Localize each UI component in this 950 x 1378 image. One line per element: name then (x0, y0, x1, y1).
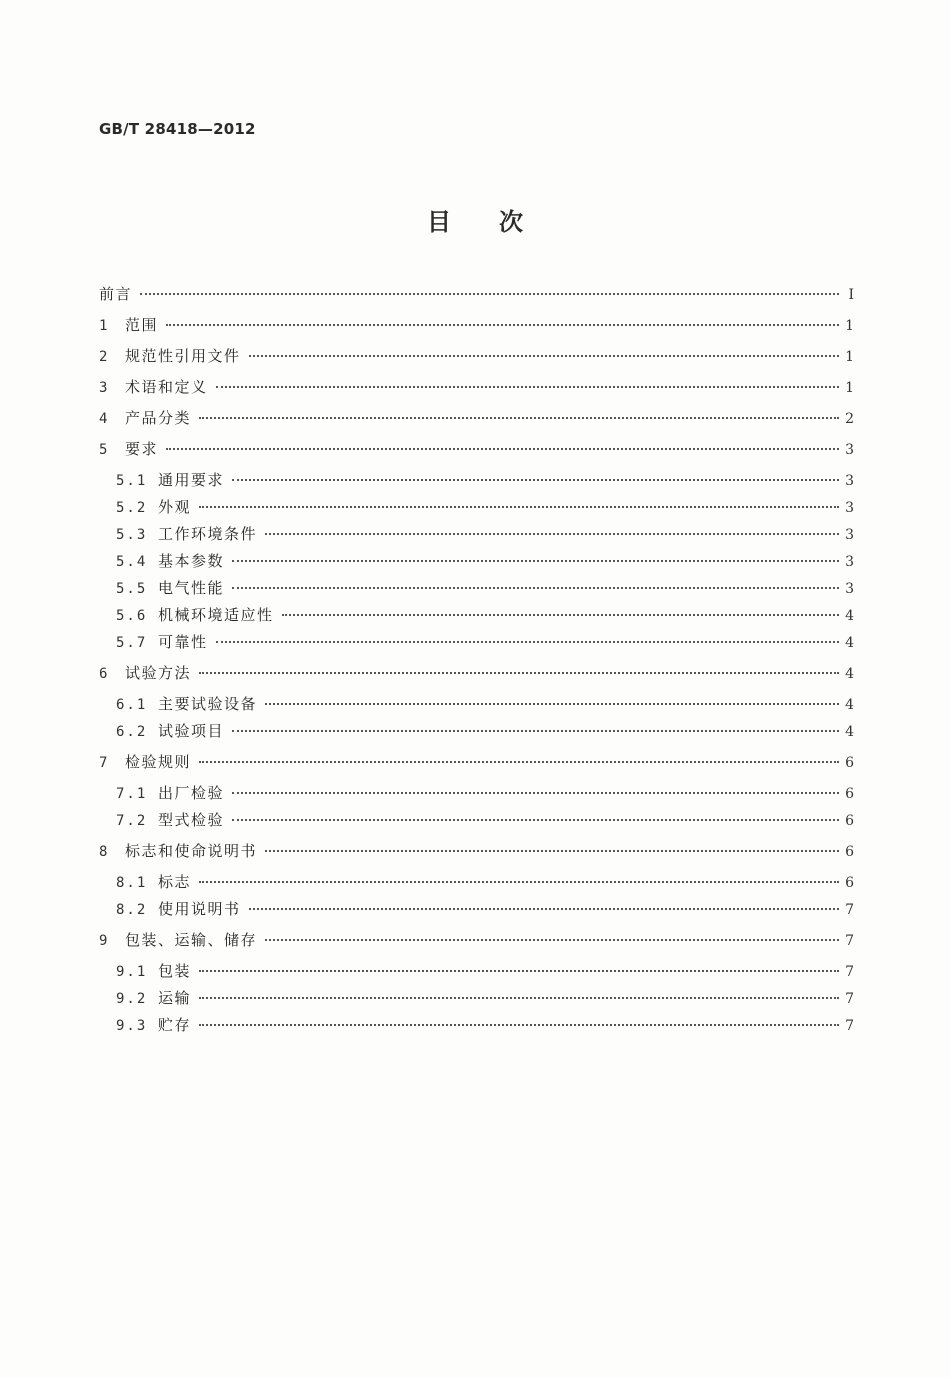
toc-entry[interactable] (99, 899, 854, 920)
toc-entry[interactable] (99, 377, 854, 398)
toc-entry-label: 标志和使命说明书 (125, 842, 258, 860)
toc-entry-label: 包装、运输、储存 (125, 931, 258, 949)
toc-entry-number: 9.1 (116, 964, 148, 980)
toc-entry[interactable] (99, 497, 854, 518)
toc-entry[interactable] (99, 315, 854, 336)
toc-entry-number: 5.3 (116, 527, 148, 543)
toc-entry-number: 5 (99, 442, 110, 458)
dot-leader (199, 761, 839, 763)
dot-leader (216, 386, 839, 388)
toc-entry-page: 3 (845, 500, 854, 516)
toc-entry[interactable] (99, 961, 854, 982)
toc-entry-page: 3 (845, 473, 854, 489)
dot-leader (199, 672, 839, 674)
toc-entry-number: 6 (99, 666, 110, 682)
toc-entry-page: 6 (845, 875, 854, 891)
dot-leader (232, 730, 839, 732)
toc-entry[interactable] (99, 752, 854, 773)
toc-entry-number: 5.2 (116, 500, 148, 516)
dot-leader (265, 533, 839, 535)
toc-entry-page: 4 (845, 724, 854, 740)
toc-entry-label: 出厂检验 (158, 784, 225, 802)
toc-entry-number: 9.3 (116, 1018, 148, 1034)
toc-entry-page: 7 (845, 933, 854, 949)
toc-entry-number: 8.2 (116, 902, 148, 918)
toc-entry-label: 检验规则 (125, 753, 192, 771)
toc-entry-number: 7.1 (116, 786, 148, 802)
toc-entry-number: 9 (99, 933, 110, 949)
toc-entry[interactable] (99, 721, 854, 742)
toc-entry-page: 6 (845, 844, 854, 860)
toc-entry[interactable] (99, 632, 854, 653)
toc-entry-page: 6 (845, 813, 854, 829)
toc-entry-number: 5.5 (116, 581, 148, 597)
toc-entry-number: 7.2 (116, 813, 148, 829)
toc-entry-page: 3 (845, 442, 854, 458)
toc-entry-label: 运输 (158, 989, 192, 1007)
dot-leader (265, 850, 839, 852)
toc-entry[interactable] (99, 578, 854, 599)
dot-leader (232, 819, 839, 821)
toc-entry-number: 8.1 (116, 875, 148, 891)
toc-entry-number: 8 (99, 844, 110, 860)
dot-leader (199, 506, 839, 508)
toc-entry-label: 工作环境条件 (158, 525, 258, 543)
toc-entry[interactable] (99, 872, 854, 893)
toc-entry-page: 4 (845, 666, 854, 682)
dot-leader (282, 614, 839, 616)
toc-entry[interactable] (99, 694, 854, 715)
toc-entry-label: 主要试验设备 (158, 695, 258, 713)
toc-entry-page: 2 (845, 411, 854, 427)
dot-leader (199, 417, 839, 419)
toc-entry-number: 3 (99, 380, 110, 396)
dot-leader (140, 293, 839, 295)
toc-entry-label: 电气性能 (158, 579, 225, 597)
toc-entry-page: 7 (845, 964, 854, 980)
toc-entry[interactable] (99, 988, 854, 1009)
toc-entry-page: 7 (845, 902, 854, 918)
toc-entry-number: 5.7 (116, 635, 148, 651)
toc-entry[interactable] (99, 284, 854, 305)
toc-entry-page: 1 (845, 318, 854, 334)
toc-entry-label: 标志 (158, 873, 192, 891)
toc-entry-label: 可靠性 (158, 633, 208, 651)
toc-entry-label: 前言 (99, 285, 133, 303)
toc-entry[interactable] (99, 551, 854, 572)
toc-entry-label: 产品分类 (125, 409, 192, 427)
toc-entry-label: 规范性引用文件 (125, 347, 241, 365)
toc-entry[interactable] (99, 439, 854, 460)
toc-entry[interactable] (99, 470, 854, 491)
toc-entry-number: 6.1 (116, 697, 148, 713)
toc-entry-label: 使用说明书 (158, 900, 241, 918)
toc-entry-page: 3 (845, 527, 854, 543)
dot-leader (199, 970, 839, 972)
dot-leader (166, 324, 839, 326)
toc-entry[interactable] (99, 810, 854, 831)
toc-entry[interactable] (99, 524, 854, 545)
toc-entry-page: 3 (845, 554, 854, 570)
dot-leader (265, 703, 839, 705)
toc-entry[interactable] (99, 605, 854, 626)
toc-entry-number: 5.4 (116, 554, 148, 570)
toc-entry-label: 通用要求 (158, 471, 225, 489)
toc-entry[interactable] (99, 930, 854, 951)
toc-entry-page: 7 (845, 1018, 854, 1034)
toc-entry[interactable] (99, 346, 854, 367)
dot-leader (232, 792, 839, 794)
toc-entry-label: 试验方法 (125, 664, 192, 682)
toc-entry-page: 4 (845, 608, 854, 624)
toc-entry[interactable] (99, 408, 854, 429)
toc-entry-number: 9.2 (116, 991, 148, 1007)
toc-title: 目次 (427, 208, 571, 236)
toc-entry-number: 5.6 (116, 608, 148, 624)
toc-entry-number: 1 (99, 318, 110, 334)
toc-entry-number: 2 (99, 349, 110, 365)
standard-number: GB/T 28418—2012 (99, 120, 256, 138)
dot-leader (216, 641, 839, 643)
toc-entry-label: 试验项目 (158, 722, 225, 740)
toc-entry-number: 7 (99, 755, 110, 771)
toc-entry-label: 贮存 (158, 1016, 192, 1034)
toc-entry-label: 型式检验 (158, 811, 225, 829)
dot-leader (249, 355, 839, 357)
toc-entry-page: 4 (845, 697, 854, 713)
dot-leader (199, 1024, 839, 1026)
toc-entry[interactable] (99, 783, 854, 804)
dot-leader (166, 448, 839, 450)
toc-entry-page: Ⅰ (848, 287, 854, 303)
toc-entry-page: 1 (845, 349, 854, 365)
toc-entry-page: 6 (845, 786, 854, 802)
toc-entry-label: 包装 (158, 962, 192, 980)
dot-leader (199, 881, 839, 883)
dot-leader (265, 939, 839, 941)
table-of-contents (99, 284, 854, 1036)
toc-entry[interactable] (99, 1015, 854, 1036)
dot-leader (199, 997, 839, 999)
toc-entry[interactable] (99, 841, 854, 862)
dot-leader (232, 560, 839, 562)
toc-entry-number: 6.2 (116, 724, 148, 740)
toc-entry-page: 3 (845, 581, 854, 597)
toc-entry-page: 7 (845, 991, 854, 1007)
toc-entry-label: 术语和定义 (125, 378, 208, 396)
toc-entry-label: 机械环境适应性 (158, 606, 274, 624)
toc-entry-page: 4 (845, 635, 854, 651)
dot-leader (232, 587, 839, 589)
toc-entry-number: 4 (99, 411, 110, 427)
toc-entry-number: 5.1 (116, 473, 148, 489)
toc-entry-label: 范围 (125, 316, 159, 334)
toc-entry-label: 要求 (125, 440, 159, 458)
toc-entry-page: 1 (845, 380, 854, 396)
dot-leader (249, 908, 839, 910)
toc-entry-page: 6 (845, 755, 854, 771)
toc-entry-label: 外观 (158, 498, 192, 516)
dot-leader (232, 479, 839, 481)
toc-entry-label: 基本参数 (158, 552, 225, 570)
toc-entry[interactable] (99, 663, 854, 684)
